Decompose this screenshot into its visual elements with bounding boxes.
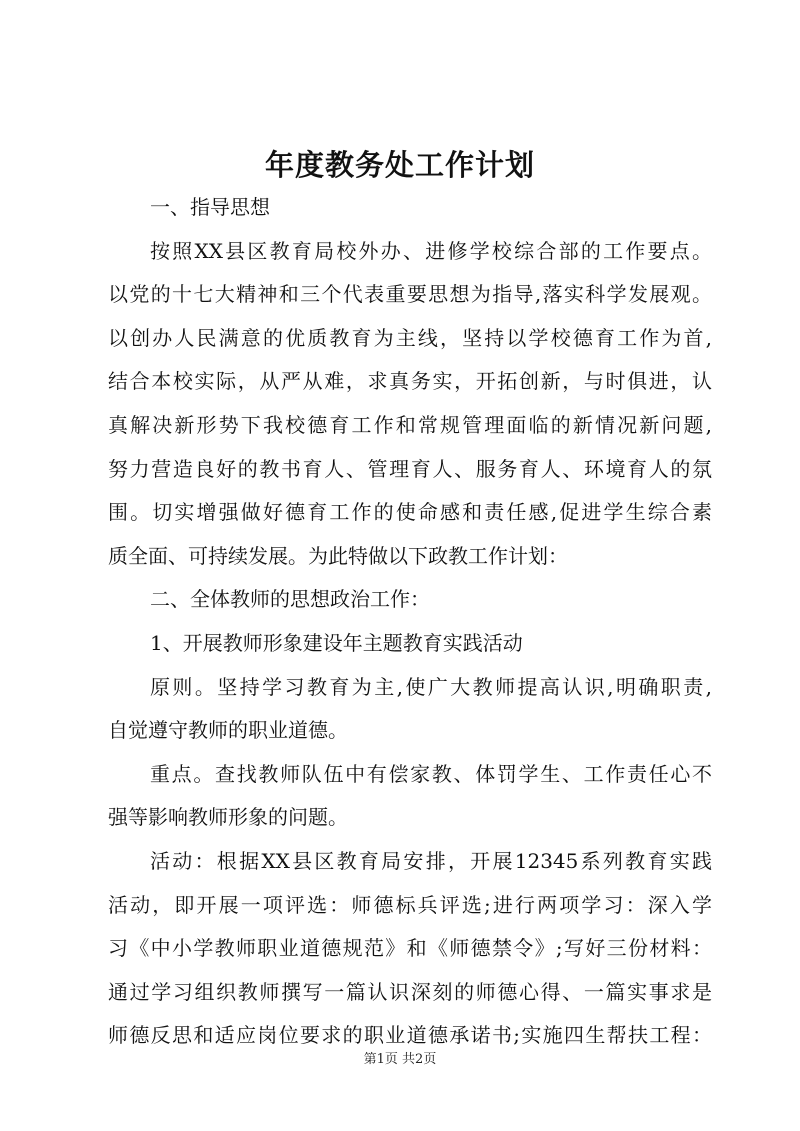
paragraph-line: 质全面、可持续发展。为此特做以下政教工作计划：: [108, 543, 568, 568]
section-heading: 一、指导思想: [150, 195, 270, 219]
page-number: 第1页 共2页: [363, 1052, 437, 1067]
document-body: [108, 186, 712, 1058]
paragraph-line: 以党的十七大精神和三个代表重要思想为指导,落实科学发展观。: [108, 282, 712, 307]
section-heading: 二、全体教师的思想政治工作：: [150, 587, 430, 612]
paragraph-line: 重点。查找教师队伍中有偿家教、体罚学生、工作责任心不: [150, 761, 712, 786]
paragraph-line: 以创办人民满意的优质教育为主线，坚持以学校德育工作为首,: [108, 325, 712, 350]
paragraph-line: 自觉遵守教师的职业道德。: [108, 718, 348, 743]
paragraph-line: 活动，即开展一项评选：师德标兵评选;进行两项学习：深入学: [108, 892, 712, 917]
paragraph-line: 围。切实增强做好德育工作的使命感和责任感,促进学生综合素: [108, 500, 712, 525]
subsection-heading: 1、开展教师形象建设年主题教育实践活动: [150, 630, 523, 655]
paragraph-line: 师德反思和适应岗位要求的职业道德承诺书;实施四生帮扶工程：: [108, 1023, 712, 1048]
paragraph-line: 结合本校实际，从严从难，求真务实，开拓创新，与时俱进，认: [108, 369, 712, 394]
paragraph-line: 努力营造良好的教书育人、管理育人、服务育人、环境育人的氛: [108, 456, 712, 481]
paragraph-line: 真解决新形势下我校德育工作和常规管理面临的新情况新问题,: [108, 412, 712, 437]
paragraph-line: 通过学习组织教师撰写一篇认识深刻的师德心得、一篇实事求是: [108, 979, 712, 1004]
paragraph-line: 原则。坚持学习教育为主,使广大教师提高认识,明确职责,: [150, 674, 712, 699]
paragraph-line: 强等影响教师形象的问题。: [108, 805, 348, 830]
paragraph-line: 活动：根据XX县区教育局安排，开展12345系列教育实践: [150, 848, 712, 873]
paragraph-line: 习《中小学教师职业道德规范》和《师德禁令》;写好三份材料：: [108, 936, 712, 961]
paragraph-line: 按照XX县区教育局校外办、进修学校综合部的工作要点。: [150, 238, 712, 263]
document-title: 年度教务处工作计划: [264, 148, 535, 182]
